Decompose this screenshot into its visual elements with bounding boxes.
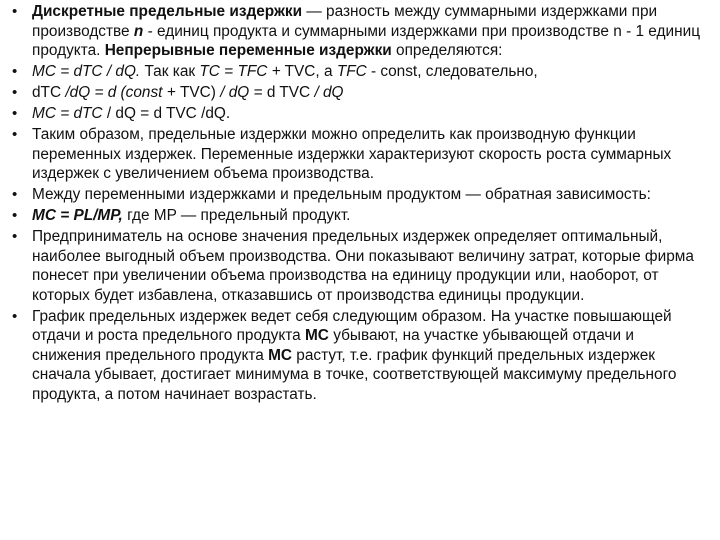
bullet-text-run: Дискретные предельные издержки <box>32 3 303 20</box>
bullet-dot: • <box>12 186 18 203</box>
bullet-text-run: TVC) <box>180 84 221 101</box>
bullet-text-run: /dQ = d (const + <box>65 84 180 101</box>
bullet-dot: • <box>12 3 18 20</box>
bullet-text-run: TVC, а <box>280 63 337 80</box>
bullet-text-run: определяются: <box>391 42 503 59</box>
bullet-text-run: / dQ = <box>220 84 267 101</box>
bullet-list <box>10 2 706 404</box>
bullet-text-run: Непрерывные переменные издержки <box>104 42 392 59</box>
bullet-text-run: - const, следовательно, <box>366 63 538 80</box>
bullet-dot: • <box>12 126 18 143</box>
bullet-item <box>10 125 706 184</box>
bullet-text-run: Таким образом, предельные издержки можно определить как производную функции переменных издержек. Переменные издержки характеризуют скорость роста суммарных издержек с увеличением объема производства. <box>32 126 672 182</box>
bullet-text-run: - единиц продукта и суммарными издержками при производстве n - 1 единиц продукта. <box>32 22 701 59</box>
bullet-text-run: МС <box>268 346 293 364</box>
bullet-text-run: убывают, на участке убывающей отдачи и снижения предельного продукта <box>32 327 634 364</box>
bullet-text-run: — разность между суммарными издержками при производстве <box>32 3 658 40</box>
bullet-item <box>10 104 706 124</box>
bullet-text-run: MC = PL/MP, <box>32 207 123 224</box>
bullet-item <box>10 2 706 61</box>
bullet-text-run: Так как <box>140 63 200 80</box>
bullet-text-run: MC = dTC <box>32 105 103 122</box>
bullet-text-run: График предельных издержек ведет себя следующим образом. На участке повышающей отдачи и роста предельного продукта <box>32 307 672 344</box>
bullet-dot: • <box>12 228 18 245</box>
bullet-text-run: / dQ <box>314 84 344 101</box>
bullet-item <box>10 227 706 305</box>
bullet-text-run: TFC <box>336 63 367 80</box>
bullet-text-run: TC = TFC + <box>199 63 281 80</box>
bullet-dot: • <box>12 84 18 101</box>
bullet-dot: • <box>12 63 18 80</box>
bullet-dot: • <box>12 207 18 224</box>
bullet-item <box>10 307 706 405</box>
bullet-text-run: dTC <box>32 84 66 101</box>
bullet-text-run: d TVC <box>266 84 315 101</box>
bullet-text-run: Предприниматель на основе значения предельных издержек определяет оптимальный, наиболее выгодный объем производства. Они показывают величину затрат, которые фирма понесет при увеличении объема производства на единицу продукции или, наоборот, от которых будет избавлена, отказавшись от производства единицы продукции. <box>32 228 694 304</box>
bullet-item <box>10 62 706 82</box>
bullet-text-run: растут, т.е. график функций предельных издержек сначала убывает, достигает минимума в точке, соответствующей максимуму предельного продукта, а потом начинает возрастать. <box>32 346 677 403</box>
bullet-dot: • <box>12 105 18 122</box>
bullet-text-run: MC = dTC / dQ. <box>32 63 141 80</box>
bullet-text-run: где MP — предельный продукт. <box>122 207 351 224</box>
bullet-item <box>10 83 706 103</box>
bullet-text-run: / dQ = d TVC /dQ. <box>102 105 231 122</box>
bullet-item <box>10 206 706 226</box>
bullet-text-run: n <box>133 22 144 40</box>
bullet-item <box>10 185 706 205</box>
bullet-text-run: Между переменными издержками и предельным продуктом — обратная зависимость: <box>32 186 651 203</box>
bullet-text-run: МС <box>304 327 329 344</box>
bullet-dot: • <box>12 307 18 325</box>
